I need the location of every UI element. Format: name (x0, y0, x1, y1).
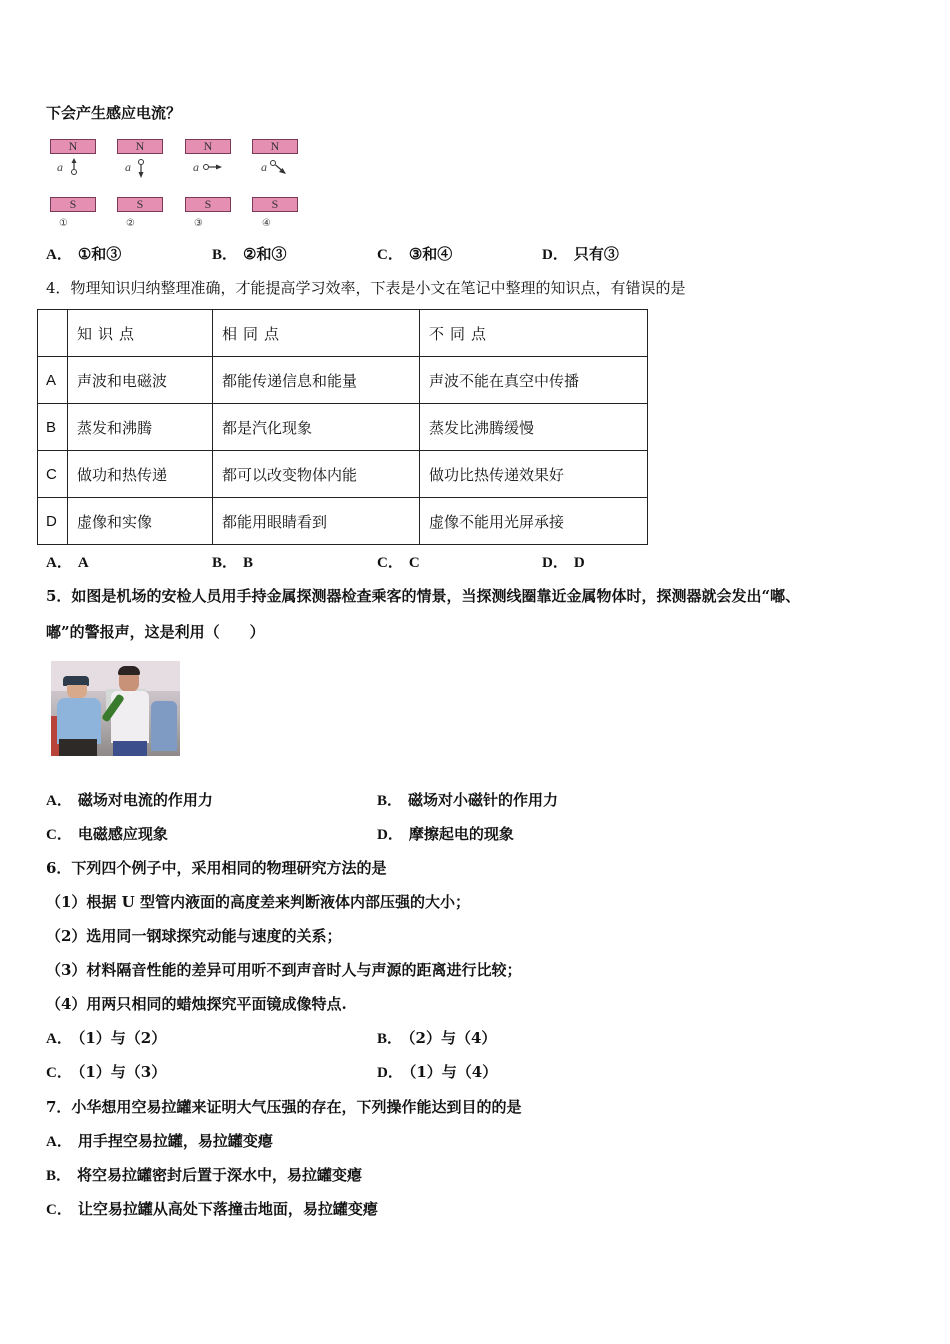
q4-question-text: 4．物理知识归纳整理准确，才能提高学习效率，下表是小文在笔记中整理的知识点，有错误的是 (46, 279, 686, 297)
north-pole-magnet: N (252, 139, 298, 154)
q7-question-text: 7．小华想用空易拉罐来证明大气压强的存在，下列操作能达到目的的是 (46, 1098, 522, 1116)
security-check-photo (51, 661, 180, 756)
north-pole-magnet: N (50, 139, 96, 154)
option-label: D． (377, 1065, 403, 1081)
table-header-cell: 相同点 (213, 310, 420, 357)
q3-option-d[interactable] (542, 244, 619, 265)
q4-option-a[interactable] (46, 552, 89, 573)
table-cell: B (38, 404, 68, 451)
arrow-right-icon (203, 162, 223, 172)
q6-option-b[interactable] (377, 1028, 496, 1049)
option-label: A． (46, 1134, 72, 1150)
q3-option-b[interactable] (212, 244, 286, 265)
option-label: D． (542, 247, 568, 263)
south-pole-magnet: S (185, 197, 231, 212)
option-text: D (573, 555, 585, 571)
option-label: A． (46, 793, 72, 809)
table-cell: 虚像不能用光屏承接 (420, 498, 648, 545)
option-text: C (408, 555, 420, 571)
q6-item: （2）选用同一钢球探究动能与速度的关系； (46, 927, 342, 945)
option-text: ②和③ (243, 245, 287, 263)
option-label: B． (212, 555, 238, 571)
option-text: 用手捏空易拉罐，易拉罐变瘪 (77, 1132, 273, 1150)
table-header-cell (38, 310, 68, 357)
option-label: A． (46, 247, 72, 263)
option-text: 只有③ (573, 245, 619, 263)
wire-label: a (125, 160, 131, 174)
arrow-up-icon (69, 157, 79, 177)
wire-label: a (57, 160, 63, 174)
option-label: B． (377, 1031, 403, 1047)
north-pole-magnet: N (185, 139, 231, 154)
q5-option-c[interactable] (46, 824, 168, 845)
option-label: D． (542, 555, 568, 571)
q3-question-text: 下会产生感应电流？ (46, 104, 182, 122)
q6-question-text: 6．下列四个例子中，采用相同的物理研究方法的是 (46, 859, 387, 877)
q3-option-c[interactable] (377, 244, 452, 265)
option-label: B． (377, 793, 403, 809)
panel-number: ③ (194, 218, 203, 229)
table-cell: 声波和电磁波 (68, 357, 213, 404)
table-cell: 声波不能在真空中传播 (420, 357, 648, 404)
table-row (38, 451, 648, 498)
table-header-cell: 知识点 (68, 310, 213, 357)
q5-question-text-line1: 5．如图是机场的安检人员用手持金属探测器检查乘客的情景，当探测线圈靠近金属物体时，探测器就会发出“嘟、 (46, 587, 801, 605)
q6-item: （3）材料隔音性能的差异可用听不到声音时人与声源的距离进行比较； (46, 961, 522, 979)
table-cell: 蒸发比沸腾缓慢 (420, 404, 648, 451)
table-cell: 虚像和实像 (68, 498, 213, 545)
panel-number: ④ (262, 218, 271, 229)
arrow-down-icon (136, 158, 146, 180)
q6-item: （1）根据 U 型管内液面的高度差来判断液体内部压强的大小； (46, 893, 470, 911)
table-header-cell: 不同点 (420, 310, 648, 357)
option-text: 磁场对电流的作用力 (77, 791, 213, 809)
table-cell: 做功比热传递效果好 (420, 451, 648, 498)
arrow-down-right-icon (270, 160, 288, 176)
table-cell: D (38, 498, 68, 545)
option-label: D． (377, 827, 403, 843)
option-label: C． (46, 1065, 72, 1081)
option-text: A (77, 555, 89, 571)
option-text: 电磁感应现象 (77, 825, 168, 843)
table-row (38, 357, 648, 404)
north-pole-magnet: N (117, 139, 163, 154)
option-label: B． (46, 1168, 72, 1184)
option-text: （1）与（2） (77, 1029, 167, 1047)
q5-option-a[interactable] (46, 790, 213, 811)
q4-option-d[interactable] (542, 552, 585, 573)
table-cell: 都能用眼睛看到 (213, 498, 420, 545)
option-text: （2）与（4） (408, 1029, 497, 1047)
option-label: B． (212, 247, 238, 263)
option-label: A． (46, 1031, 72, 1047)
q4-knowledge-table (37, 309, 648, 545)
option-text: （1）与（3） (77, 1063, 167, 1081)
table-cell: 都是汽化现象 (213, 404, 420, 451)
option-label: C． (46, 827, 72, 843)
option-text: 摩擦起电的现象 (408, 825, 514, 843)
panel-number: ② (126, 218, 135, 229)
table-cell: A (38, 357, 68, 404)
q7-option-b[interactable] (46, 1165, 362, 1186)
table-row (38, 404, 648, 451)
table-cell: 蒸发和沸腾 (68, 404, 213, 451)
wire-label: a (193, 160, 199, 174)
wire-label: a (261, 160, 267, 174)
table-cell: 做功和热传递 (68, 451, 213, 498)
table-row (38, 498, 648, 545)
q5-option-b[interactable] (377, 790, 558, 811)
south-pole-magnet: S (252, 197, 298, 212)
q6-item: （4）用两只相同的蜡烛探究平面镜成像特点. (46, 995, 347, 1013)
table-header-row (38, 310, 648, 357)
option-text: ①和③ (77, 245, 122, 263)
q6-option-a[interactable] (46, 1028, 166, 1049)
q4-option-c[interactable] (377, 552, 420, 573)
option-label: C． (46, 1202, 72, 1218)
q4-option-b[interactable] (212, 552, 253, 573)
option-text: 将空易拉罐密封后置于深水中，易拉罐变瘪 (77, 1166, 363, 1184)
table-cell: C (38, 451, 68, 498)
q6-option-c[interactable] (46, 1062, 166, 1083)
table-cell: 都能传递信息和能量 (213, 357, 420, 404)
option-label: C． (377, 555, 403, 571)
option-text: B (243, 555, 254, 571)
option-text: ③和④ (408, 245, 453, 263)
option-text: （1）与（4） (408, 1063, 498, 1081)
option-text: 让空易拉罐从高处下落撞击地面，易拉罐变瘪 (77, 1200, 378, 1218)
q6-option-d[interactable] (377, 1062, 497, 1083)
panel-number: ① (59, 218, 68, 229)
table-cell: 都可以改变物体内能 (213, 451, 420, 498)
south-pole-magnet: S (50, 197, 96, 212)
option-label: A． (46, 555, 72, 571)
q7-option-c[interactable] (46, 1199, 378, 1220)
south-pole-magnet: S (117, 197, 163, 212)
option-text: 磁场对小磁针的作用力 (408, 791, 559, 809)
q7-option-a[interactable] (46, 1131, 273, 1152)
option-label: C． (377, 247, 403, 263)
q3-option-a[interactable] (46, 244, 121, 265)
q5-option-d[interactable] (377, 824, 514, 845)
q5-question-text-line2: 嘟”的警报声，这是利用（ ） (46, 623, 265, 641)
